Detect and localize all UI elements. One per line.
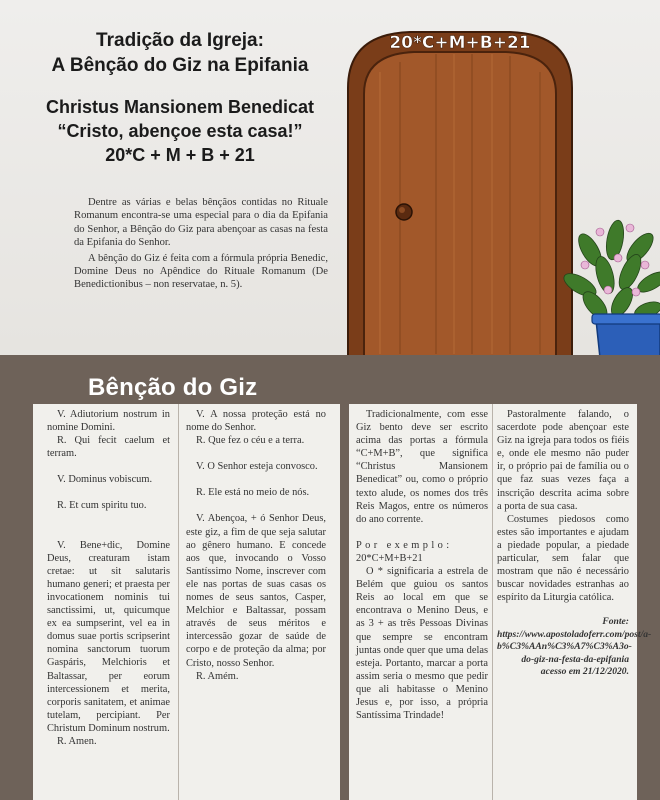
column-divider [492,404,493,800]
pastoral-column [497,408,652,678]
versicle-3: V. Abençoa, + ó Senhor Deus, este giz, a fim de que seja salutar ao gênero humano. E concede aos que, invocando o Vosso Santíssimo Nome, inscrever com ele nas portas de suas casas os nomes de seus santos, Casper, Melchior e Baltassar, possam através de seus méritos e intercessão gozar de saúde de corpo e de proteção da alma; por Cristo, nosso Senhor. [186,513,326,669]
title-block [30,28,330,167]
versicle-2: V. Dominus vobiscum. [57,474,153,486]
tradition-paragraph: Tradicionalmente, com esse Giz bento deve ser escrito acima das portas a fórmula “C+M+B”, que significa “Christus Mansionem Benedicat” ou, como o próprio texto alude, os nomes dos três Reis Magos, entre os números do ano corrente. [356,409,488,525]
motto-translation: “Cristo, abençoe esta casa!” [57,121,303,141]
versicle-3: V. Bene+dic, Domine Deus, creaturam istam cretae: ut sit salutaris humano generi; et praesta per invocationem nominis tui sanctissimi, ut, quicumque ex ea sumpserint, vel ea in domus suae portis scripserint nomina sanctorum tuorum Gaspáris, Melchioris et Baltassar, per eorum intercessionem et merita, corporis sanitatem, et animae tutelam, percipiant. Per Christum Dominum nostrum. [47,539,170,734]
door-svg [340,28,580,358]
versicle-1: V. Adiutorium nostrum in nomine Domini. [47,409,170,434]
door-inscription: 20*C+M+B+21 [389,33,531,53]
customs-paragraph: Costumes piedosos como estes são importantes e ajudam a piedade popular, a piedade particular, sem falar que mostram que não é necessário buscar novidades estranhas ao espírito da Liturgia católica. [497,513,629,604]
latin-motto: Christus Mansionem Benedicat [45,97,315,117]
portuguese-blessing-column [186,408,326,683]
title-line-2: A Bênção do Giz na Epifania [51,55,309,76]
pastoral-paragraph: Pastoralmente falando, o sacerdote pode abençoar este Giz na igreja para todos os fiéis e, onde ele mesmo não puder ir, o próprio pai de família ou o que faz suas vezes faça a inscrição descrita acima sobre a porta de sua casa. [497,409,629,512]
response-1: R. Qui fecit caelum et terram. [47,435,170,460]
response-1: R. Que fez o céu e a terra. [196,435,305,447]
versicle-2: V. O Senhor esteja convosco. [196,461,318,473]
symbol-explanation: O * significaria a estrela de Belém que guiou os santos Reis ao local em que se encontrava o Menino Deus, e as 3 + as três Pessoas Divinas que sempre se encontram juntas onde quer que uma delas esteja. Portanto, marcar a porta assim seria o mesmo que pedir que ali habitasse o Menino Jesus e, por isso, a própria Santíssima Trindade! [356,566,488,722]
tradition-column [356,408,488,722]
response-2: R. Et cum spiritu tuo. [57,500,147,512]
response-3: R. Amém. [196,670,239,682]
column-divider [178,404,179,800]
response-2: R. Ele está no meio de nós. [196,487,310,499]
latin-blessing-column [47,408,170,748]
example-label: Por exemplo: [356,539,453,551]
versicle-1: V. A nossa proteção está no nome do Senhor. [186,409,326,434]
intro-paragraph-1: Dentre as várias e belas bênçãos contidas no Rituale Romanum encontra-se uma especial para o dia da Epifania do Senhor, a Bênção do Giz para abençoar as casas na festa da Epifania do Senhor. [74,197,328,249]
example-formula: 20*C+M+B+21 [356,552,423,564]
intro-text [74,196,328,294]
chalk-formula: 20*C + M + B + 21 [105,145,255,165]
intro-paragraph-2: A bênção do Giz é feita com a fórmula própria Benedic, Domine Deus no Apêndice do Rituale Romanum (De Benedictionibus – non reservatae, n. 5). [74,252,328,291]
door-illustration [340,28,580,358]
title-line-1: Tradição da Igreja: [96,30,264,51]
response-3: R. Amen. [57,735,97,747]
source-citation: Fonte: https://www.apostoladoferr.com/post/a-b%C3%AAn%C3%A7%C3%A3o-do-giz-na-festa-da-epifania acesso em 21/12/2020. [497,616,652,678]
section-title: Bênção do Giz [88,374,258,401]
